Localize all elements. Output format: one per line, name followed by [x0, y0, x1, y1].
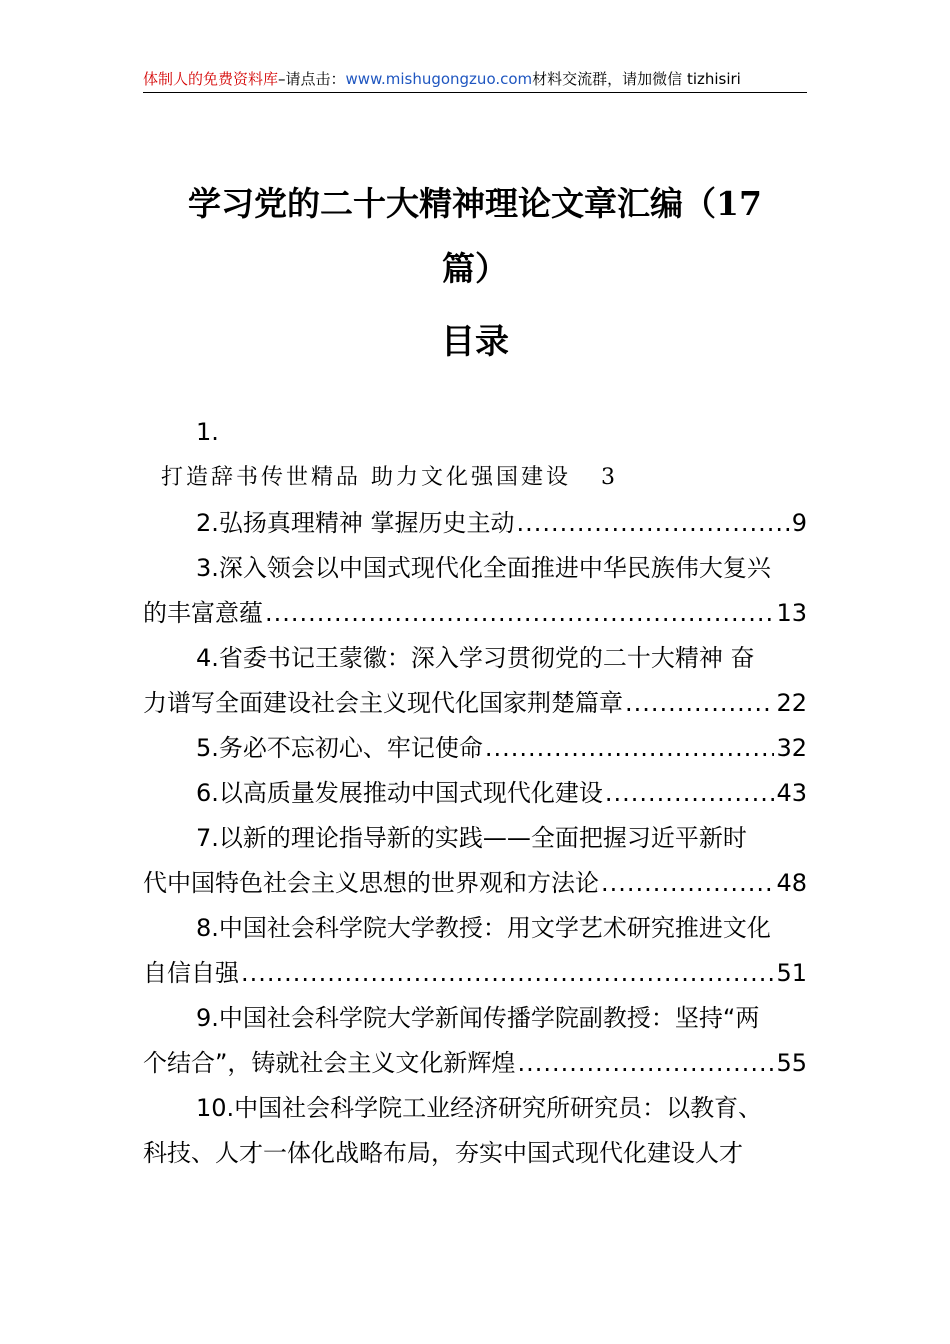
- toc-entry-4[interactable]: [143, 636, 807, 726]
- toc-leader-dots: [485, 726, 775, 771]
- toc-entry-title: 8.中国社会科学院大学教授：用文学艺术研究推进文化: [196, 914, 771, 942]
- toc-heading: 目录: [441, 322, 509, 362]
- toc-entry-8[interactable]: [143, 906, 807, 996]
- toc-entry-title: 9.中国社会科学院大学新闻传播学院副教授：坚持“两: [196, 1004, 760, 1032]
- toc-entry-title: 2.弘扬真理精神 掌握历史主动: [196, 509, 515, 537]
- toc-entry-page: 43: [776, 779, 807, 807]
- toc-entry-10[interactable]: [143, 1086, 807, 1176]
- toc-entry-title: 4.省委书记王蒙徽：深入学习贯彻党的二十大精神 奋: [196, 644, 755, 672]
- header-brand: 体制人的免费资料库: [143, 70, 279, 88]
- toc-entry-title-cont: 代中国特色社会主义思想的世界观和方法论: [143, 869, 599, 897]
- toc-entry-9[interactable]: [143, 996, 807, 1086]
- toc-entry-page: 9: [791, 509, 807, 537]
- toc-entry-page: 55: [776, 1049, 807, 1077]
- toc-leader-dots: [605, 771, 775, 816]
- toc-entry-title-cont: 力谱写全面建设社会主义现代化国家荆楚篇章: [143, 689, 623, 717]
- toc-entry-page: 48: [776, 869, 807, 897]
- toc-entry-6[interactable]: [143, 771, 807, 816]
- toc-leader-dots: [265, 591, 774, 636]
- toc-entry-title-cont: 自信自强: [143, 959, 239, 987]
- document-title-line1: 学习党的二十大精神理论文章汇编（17: [188, 184, 762, 223]
- toc-leader-dots: [517, 1041, 774, 1086]
- toc-entry-number: 1.: [196, 418, 219, 446]
- toc-entry-title-cont: 个结合”，铸就社会主义文化新辉煌: [143, 1049, 516, 1077]
- page-header: [143, 66, 807, 93]
- toc-entry-title: 打造辞书传世精品 助力文化强国建设: [161, 465, 571, 490]
- toc-leader-dots: [517, 501, 790, 546]
- toc-leader-dots: [625, 681, 774, 726]
- toc-entry-title-line: [143, 455, 807, 501]
- toc-entry-page: 3: [601, 465, 615, 490]
- toc-entry-title: 6.以高质量发展推动中国式现代化建设: [196, 779, 603, 807]
- toc-entry-page: 51: [776, 959, 807, 987]
- header-url-link[interactable]: www.mishugongzuo.com: [345, 70, 533, 88]
- toc-entry-title: 5.务必不忘初心、牢记使命: [196, 734, 483, 762]
- toc-leader-dots: [601, 861, 774, 906]
- toc-entry-1[interactable]: [143, 410, 807, 501]
- toc-entry-2[interactable]: [143, 501, 807, 546]
- document-title-line2: 篇）: [442, 249, 508, 288]
- toc-entry-7[interactable]: [143, 816, 807, 906]
- toc-entry-title: 7.以新的理论指导新的实践——全面把握习近平新时: [196, 824, 747, 852]
- header-prompt: –请点击：: [278, 70, 346, 88]
- toc-entry-page: 13: [776, 599, 807, 627]
- toc-entry-page: 22: [776, 689, 807, 717]
- header-tail: 材料交流群，请加微信 tizhisiri: [532, 70, 741, 88]
- toc-entry-title-cont: 科技、人才一体化战略布局，夯实中国式现代化建设人才: [143, 1139, 743, 1167]
- toc-entry-3[interactable]: [143, 546, 807, 636]
- toc-entry-title: 3.深入领会以中国式现代化全面推进中华民族伟大复兴: [196, 554, 771, 582]
- toc-leader-dots: [241, 951, 774, 996]
- toc-entry-page: 32: [776, 734, 807, 762]
- table-of-contents: [143, 410, 807, 1176]
- toc-entry-5[interactable]: [143, 726, 807, 771]
- toc-entry-title: 10.中国社会科学院工业经济研究所研究员：以教育、: [196, 1094, 763, 1122]
- toc-entry-title-cont: 的丰富意蕴: [143, 599, 263, 627]
